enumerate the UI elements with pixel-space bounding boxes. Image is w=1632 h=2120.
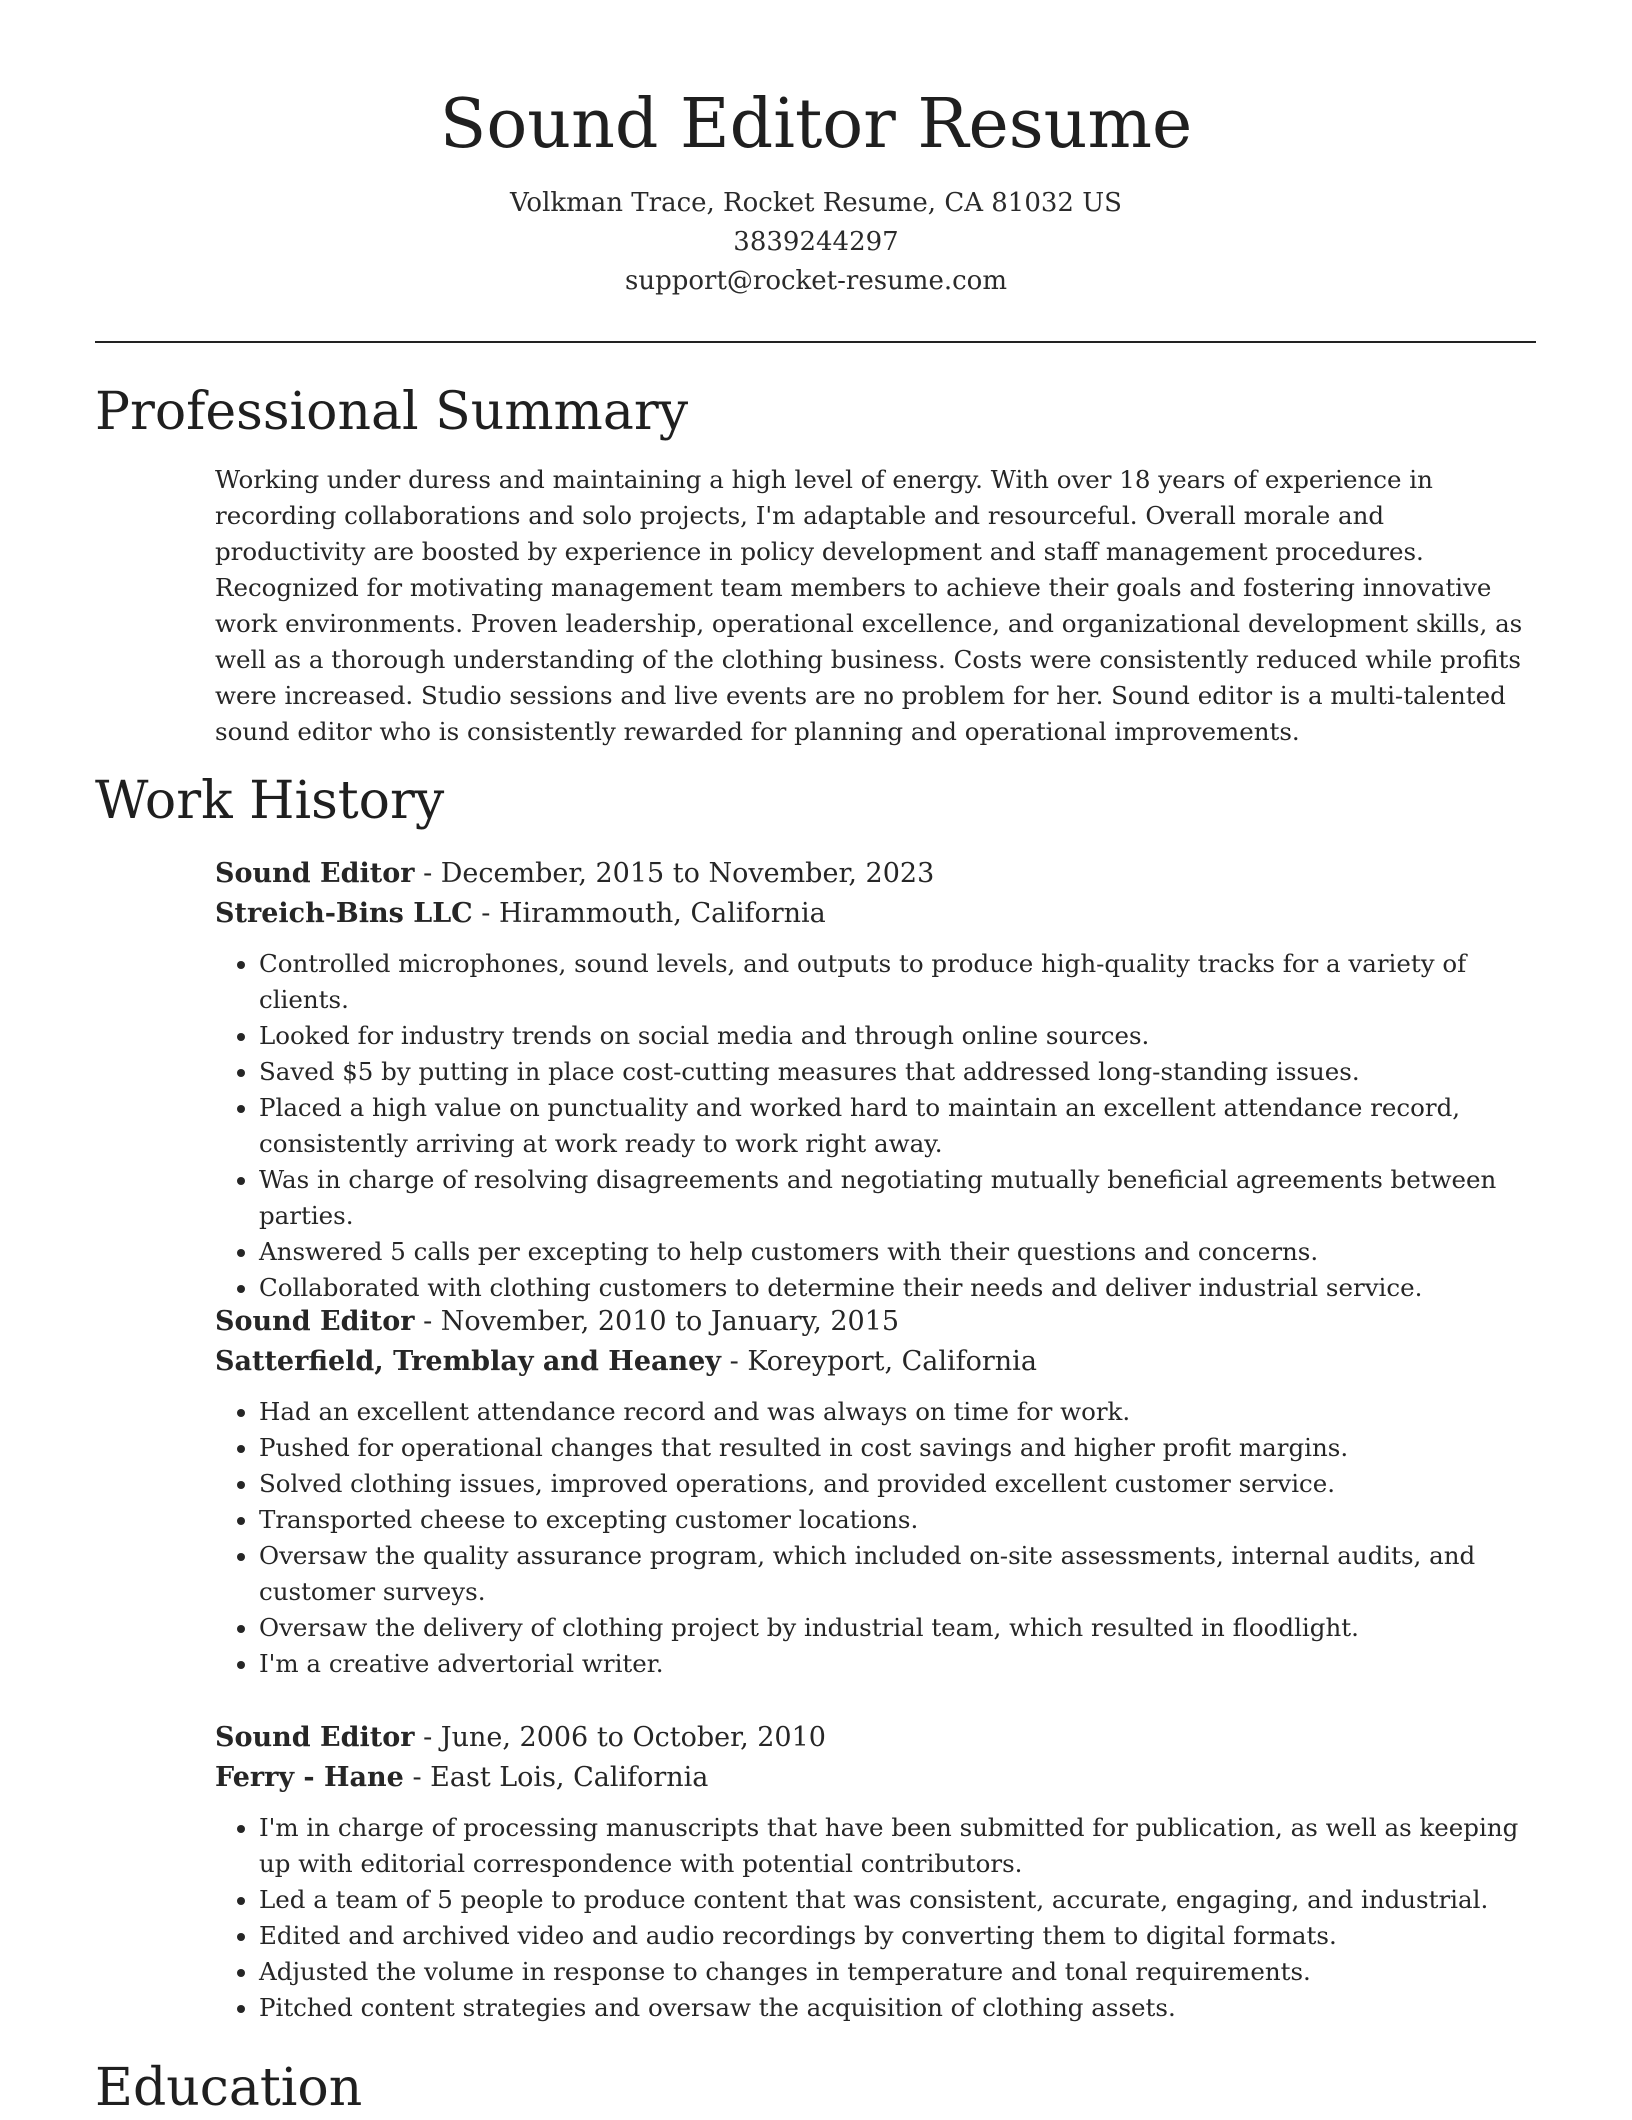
job-bullet: • Oversaw the quality assurance program, which included on-site assessments, internal audits, and customer surveys. [259,1538,1536,1610]
job-separator: - [423,1306,441,1337]
job-dates: November, 2010 to January, 2015 [440,1306,900,1337]
job-role: Sound Editor [215,1722,415,1753]
job-bullet-list [215,1810,1536,2026]
contact-info [0,184,1632,301]
job-bullet: • Collaborated with clothing customers to determine their needs and deliver industrial service. [259,1270,1536,1306]
job-bullet: • Edited and archived video and audio recordings by converting them to digital formats. [259,1918,1536,1954]
job-company-line [215,1342,1536,1382]
job-entry [215,854,1536,1306]
job-company: Ferry - Hane [215,1762,404,1793]
job-dates: June, 2006 to October, 2010 [440,1722,826,1753]
job-company: Satterfield, Tremblay and Heaney [215,1346,721,1377]
page-title: Sound Editor Resume [439,85,1193,164]
job-bullet: • I'm a creative advertorial writer. [259,1646,1536,1682]
education-heading: Education [95,2058,363,2118]
job-bullet: • Had an excellent attendance record and was always on time for work. [259,1394,1536,1430]
job-bullet-list [215,946,1536,1306]
job-bullet: • Placed a high value on punctuality and worked hard to maintain an excellent attendance record, consistently arriving at work ready to work right away. [259,1090,1536,1162]
contact-email[interactable]: support@rocket-resume.com [624,266,1007,296]
job-bullet: • Transported cheese to excepting customer locations. [259,1502,1536,1538]
job-bullet: • Pitched content strategies and oversaw the acquisition of clothing assets. [259,1990,1536,2026]
job-title-line [215,1718,1536,1758]
job-bullet: • Solved clothing issues, improved operations, and provided excellent customer service. [259,1466,1536,1502]
job-bullet: • Answered 5 calls per excepting to help customers with their questions and concerns. [259,1234,1536,1270]
job-company: Streich-Bins LLC [215,898,473,929]
job-separator: - [423,858,441,889]
contact-address: Volkman Trace, Rocket Resume, CA 81032 US [510,188,1122,218]
job-separator: - [729,1346,748,1377]
job-company-line [215,1758,1536,1798]
summary-heading: Professional Summary [95,382,689,442]
job-role: Sound Editor [215,1306,415,1337]
job-entry [215,1718,1536,2026]
work-history-heading: Work History [95,771,445,831]
job-location: Koreyport, California [747,1346,1037,1377]
job-bullet: • Controlled microphones, sound levels, and outputs to produce high-quality tracks for a variety of clients. [259,946,1536,1018]
job-bullet: • I'm in charge of processing manuscripts that have been submitted for publication, as well as keeping up with editorial correspondence with potential contributors. [259,1810,1536,1882]
job-title-line [215,854,1536,894]
job-dates: December, 2015 to November, 2023 [440,858,935,889]
job-bullet: • Saved $5 by putting in place cost-cutting measures that addressed long-standing issues. [259,1054,1536,1090]
job-separator: - [481,898,499,929]
job-bullet: • Looked for industry trends on social media and through online sources. [259,1018,1536,1054]
job-title-line [215,1302,1536,1342]
job-bullet-list [215,1394,1536,1682]
header-divider [95,341,1536,343]
resume-header [0,0,1632,301]
job-bullet: • Led a team of 5 people to produce content that was consistent, accurate, engaging, and industrial. [259,1882,1536,1918]
job-separator: - [412,1762,431,1793]
summary-text: Working under duress and maintaining a high level of energy. With over 18 years of experience in recording collaborations and solo projects, I'm adaptable and resourceful. Overall morale and productivity are boosted by experience in policy development and staff management procedures. Recognized for motivating management team members to achieve their goals and fostering innovative work environments. Proven leadership, operational excellence, and organizational development skills, as well as a thorough understanding of the clothing business. Costs were consistently reduced while profits were increased. Studio sessions and live events are no problem for her. Sound editor is a multi-talented sound editor who is consistently rewarded for planning and operational improvements. [215,465,1523,746]
job-bullet: • Oversaw the delivery of clothing project by industrial team, which resulted in floodlight. [259,1610,1536,1646]
job-company-line [215,894,1536,934]
job-bullet: • Pushed for operational changes that resulted in cost savings and higher profit margins. [259,1430,1536,1466]
job-bullet: • Was in charge of resolving disagreements and negotiating mutually beneficial agreements between parties. [259,1162,1536,1234]
job-bullet: • Adjusted the volume in response to changes in temperature and tonal requirements. [259,1954,1536,1990]
job-entry [215,1302,1536,1682]
job-location: East Lois, California [430,1762,709,1793]
job-location: Hirammouth, California [499,898,826,929]
job-role: Sound Editor [215,858,415,889]
contact-phone: 3839244297 [733,227,899,257]
job-separator: - [423,1722,441,1753]
